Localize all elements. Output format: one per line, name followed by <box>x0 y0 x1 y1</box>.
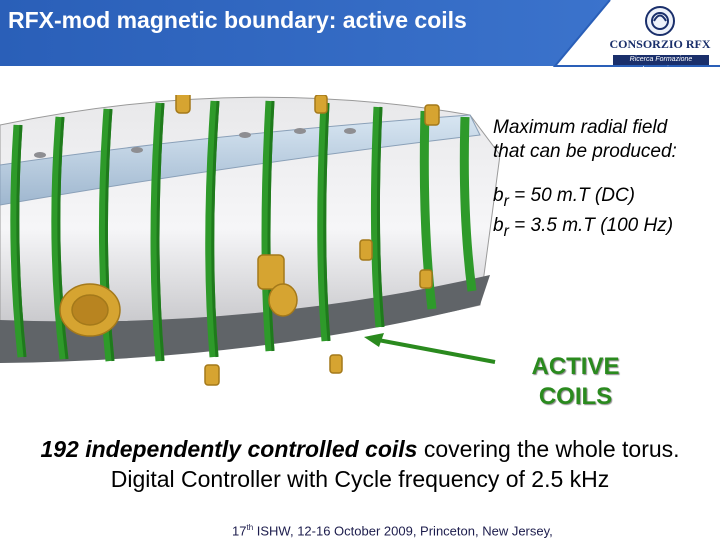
field-line-dc: $b_r = 50$ m.T (DC) <box>493 185 636 210</box>
footer: 17th ISHW, 12-16 October 2009, Princeton, New Jersey, <box>232 523 553 539</box>
field-intro: Maximum radial field that can be produced: <box>493 117 677 162</box>
summary-rest: covering the whole torus. Digital Controller with Cycle frequency of 2.5 kHz <box>110 436 680 492</box>
summary-bold: 192 independently controlled coils <box>40 436 418 462</box>
field-line-ac: $b_r = 3.5$ m.T (100 Hz) <box>493 214 674 240</box>
summary-text <box>30 434 690 494</box>
header-band <box>0 0 720 73</box>
logo-name: CONSORZIO RFX <box>609 37 711 51</box>
slide-title: RFX-mod magnetic boundary: active coils <box>8 7 467 33</box>
logo-tagline: Ricerca Formazione Innovazione <box>613 55 709 65</box>
active-coils-label: ACTIVE COILS <box>531 353 620 410</box>
field-description <box>493 116 703 244</box>
arrow-icon <box>360 330 500 370</box>
consorzio-rfx-logo <box>603 4 717 73</box>
logo-emblem-icon <box>603 4 717 38</box>
